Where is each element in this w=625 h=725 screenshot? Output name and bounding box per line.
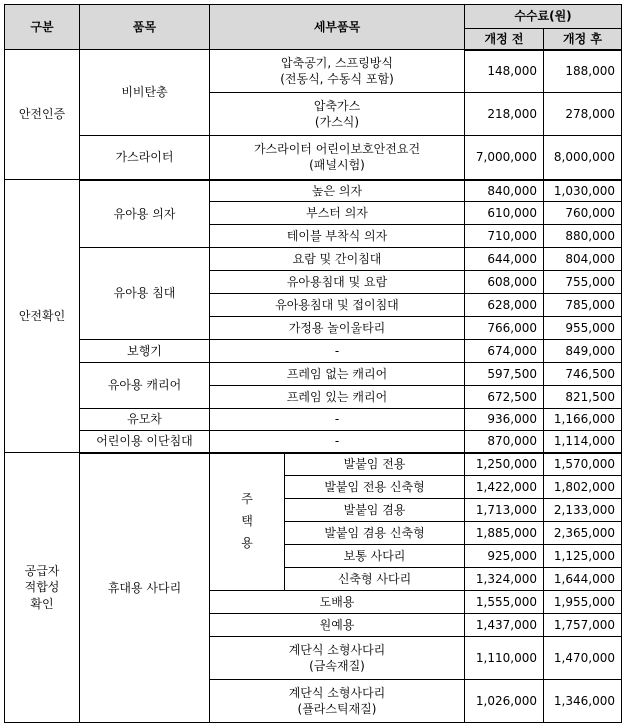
- fee-after: 1,125,000: [544, 545, 622, 568]
- fee-before: 218,000: [465, 93, 544, 136]
- fee-after: 1,166,000: [544, 409, 622, 431]
- fee-before: 766,000: [465, 317, 544, 340]
- fee-before: 148,000: [465, 50, 544, 93]
- fee-after: 8,000,000: [544, 136, 622, 180]
- item-stroller: 유모차: [80, 409, 210, 431]
- fee-after: 1,644,000: [544, 568, 622, 591]
- detail-cell: 계단식 소형사다리 (금속재질): [210, 637, 465, 680]
- detail-cell: 보통 사다리: [285, 545, 465, 568]
- fee-after: 278,000: [544, 93, 622, 136]
- detail-cell: 계단식 소형사다리 (플라스틱재질): [210, 680, 465, 723]
- header-fee: 수수료(원): [465, 5, 622, 29]
- detail-cell: 프레임 있는 캐리어: [210, 386, 465, 409]
- fee-after: 849,000: [544, 340, 622, 363]
- fee-before: 1,437,000: [465, 614, 544, 637]
- detail-cell: 발붙임 겸용: [285, 499, 465, 522]
- section-supplier: 공급자 적합성 확인: [5, 453, 80, 723]
- fee-after: 760,000: [544, 202, 622, 225]
- housing-label: 주 택 용: [210, 453, 285, 591]
- fee-after: 785,000: [544, 294, 622, 317]
- fee-after: 2,365,000: [544, 522, 622, 545]
- fee-after: 1,757,000: [544, 614, 622, 637]
- fee-before: 610,000: [465, 202, 544, 225]
- fee-after: 1,114,000: [544, 431, 622, 453]
- detail-cell: 원예용: [210, 614, 465, 637]
- fee-after: 1,030,000: [544, 180, 622, 202]
- header-detail: 세부품목: [210, 5, 465, 50]
- fee-before: 674,000: [465, 340, 544, 363]
- fee-before: 597,500: [465, 363, 544, 386]
- detail-cell: 압축공기, 스프링방식 (전동식, 수동식 포함): [210, 50, 465, 93]
- detail-cell: 신축형 사다리: [285, 568, 465, 591]
- fee-before: 1,324,000: [465, 568, 544, 591]
- item-carrier: 유아용 캐리어: [80, 363, 210, 409]
- fee-before: 1,885,000: [465, 522, 544, 545]
- fee-before: 672,500: [465, 386, 544, 409]
- fee-before: 936,000: [465, 409, 544, 431]
- fee-before: 870,000: [465, 431, 544, 453]
- header-after: 개정 후: [544, 29, 622, 50]
- detail-cell: 테이블 부착식 의자: [210, 225, 465, 248]
- fee-after: 1,470,000: [544, 637, 622, 680]
- detail-cell: 부스터 의자: [210, 202, 465, 225]
- fee-after: 1,955,000: [544, 591, 622, 614]
- detail-cell: 압축가스 (가스식): [210, 93, 465, 136]
- item-bunkbed: 어린이용 이단침대: [80, 431, 210, 453]
- detail-cell: 발붙임 겸용 신축형: [285, 522, 465, 545]
- fee-after: 1,802,000: [544, 476, 622, 499]
- fee-before: 628,000: [465, 294, 544, 317]
- fee-after: 1,346,000: [544, 680, 622, 723]
- detail-cell: 가스라이터 어린이보호안전요건 (패널시험): [210, 136, 465, 180]
- header-before: 개정 전: [465, 29, 544, 50]
- detail-cell: 발붙임 전용 신축형: [285, 476, 465, 499]
- detail-cell: 프레임 없는 캐리어: [210, 363, 465, 386]
- item-childbed: 유아용 침대: [80, 248, 210, 340]
- fee-before: 1,026,000: [465, 680, 544, 723]
- fee-before: 840,000: [465, 180, 544, 202]
- item-walker: 보행기: [80, 340, 210, 363]
- detail-cell: 요람 및 간이침대: [210, 248, 465, 271]
- fee-after: 746,500: [544, 363, 622, 386]
- fee-before: 1,713,000: [465, 499, 544, 522]
- fee-before: 1,422,000: [465, 476, 544, 499]
- item-childseat: 유아용 의자: [80, 180, 210, 248]
- fee-after: 755,000: [544, 271, 622, 294]
- fee-before: 608,000: [465, 271, 544, 294]
- fee-before: 1,250,000: [465, 453, 544, 476]
- fee-after: 1,570,000: [544, 453, 622, 476]
- fee-after: 2,133,000: [544, 499, 622, 522]
- fee-before: 644,000: [465, 248, 544, 271]
- detail-cell: 도배용: [210, 591, 465, 614]
- detail-cell: 유아용침대 및 접이침대: [210, 294, 465, 317]
- fee-after: 955,000: [544, 317, 622, 340]
- detail-cell: -: [210, 431, 465, 453]
- detail-cell: -: [210, 340, 465, 363]
- detail-cell: 가정용 놀이울타리: [210, 317, 465, 340]
- detail-cell: -: [210, 409, 465, 431]
- fee-before: 710,000: [465, 225, 544, 248]
- fee-before: 1,555,000: [465, 591, 544, 614]
- detail-cell: 발붙임 전용: [285, 453, 465, 476]
- fee-after: 188,000: [544, 50, 622, 93]
- header-item: 품목: [80, 5, 210, 50]
- fee-after: 821,500: [544, 386, 622, 409]
- fee-table: [4, 4, 622, 723]
- fee-after: 804,000: [544, 248, 622, 271]
- fee-before: 925,000: [465, 545, 544, 568]
- item-ladder: 휴대용 사다리: [80, 453, 210, 723]
- fee-after: 880,000: [544, 225, 622, 248]
- detail-cell: 높은 의자: [210, 180, 465, 202]
- detail-cell: 유아용침대 및 요람: [210, 271, 465, 294]
- fee-before: 7,000,000: [465, 136, 544, 180]
- item-gaslighter: 가스라이터: [80, 136, 210, 180]
- section-check: 안전확인: [5, 180, 80, 453]
- header-category: 구분: [5, 5, 80, 50]
- item-bibitan: 비비탄총: [80, 50, 210, 136]
- fee-before: 1,110,000: [465, 637, 544, 680]
- section-cert: 안전인증: [5, 50, 80, 180]
